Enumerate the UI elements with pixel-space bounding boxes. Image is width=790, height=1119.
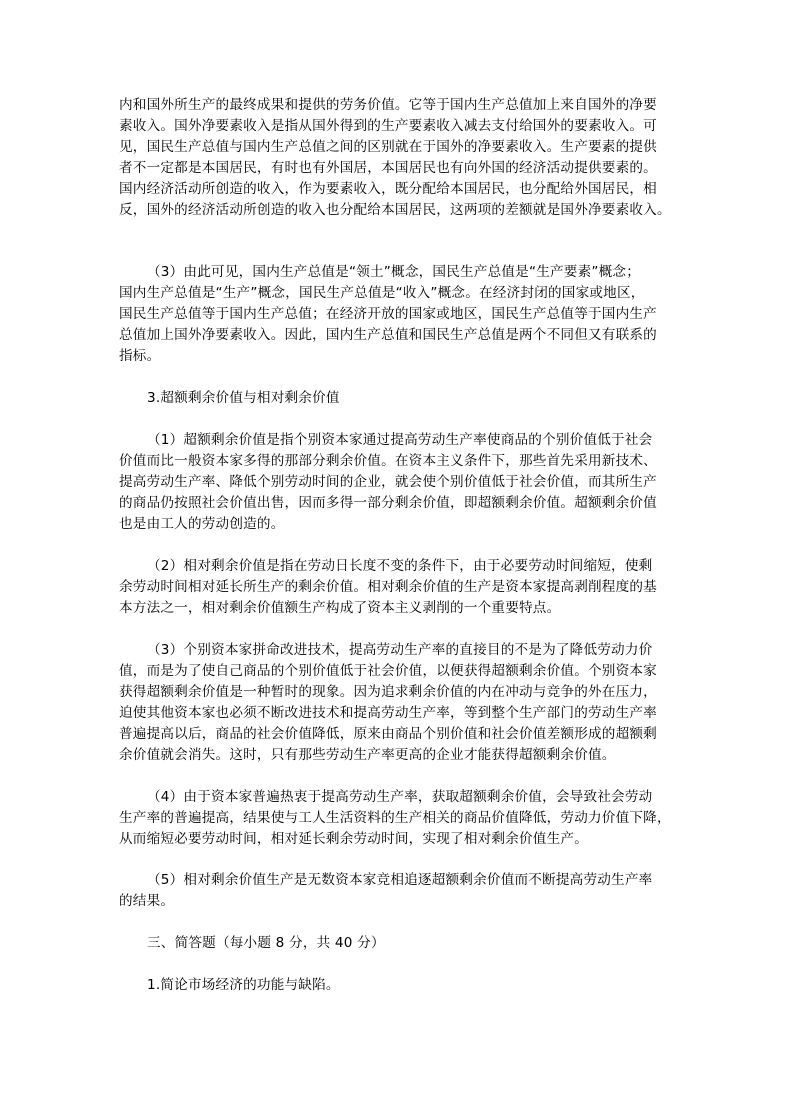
paragraph-surplus-point-3 xyxy=(119,640,699,766)
paragraph-section-3-heading xyxy=(119,933,699,954)
text-line: 提高劳动生产率、降低个别劳动时间的企业，就会使个别价值低于社会价值，而其所生产 xyxy=(119,474,657,490)
text-line: 迫使其他资本家也必须不断改进技术和提高劳动生产率，等到整个生产部门的劳动生产率 xyxy=(119,705,657,721)
paragraph-surplus-point-1 xyxy=(119,430,699,535)
text-line: （3）个别资本家拼命改进技术，提高劳动生产率的直接目的不是为了降低劳动力价 xyxy=(147,642,653,658)
text-line: （3）由此可见，国内生产总值是“领土”概念，国民生产总值是“生产要素”概念； xyxy=(147,264,641,280)
text-line: （2）相对剩余价值是指在劳动日长度不变的条件下，由于必要劳动时间缩短，使剩 xyxy=(147,558,653,574)
text-line: 普遍提高以后，商品的社会价值降低，原来由商品个别价值和社会价值差额形成的超额剩 xyxy=(119,726,657,742)
text-line: 3.超额剩余价值与相对剩余价值 xyxy=(147,390,340,406)
text-line: 三、简答题（每小题 8 分，共 40 分） xyxy=(147,935,385,951)
text-line: 的商品仍按照社会价值出售，因而多得一部分剩余价值，即超额剩余价值。超额剩余价值 xyxy=(119,495,657,511)
text-line: 见，国民生产总值与国内生产总值之间的区别就在于国外的净要素收入。生产要素的提供 xyxy=(119,139,657,155)
text-line: 的结果。 xyxy=(119,893,175,909)
paragraph-question-1 xyxy=(119,975,699,996)
text-line: （4）由于资本家普遍热衷于提高劳动生产率，获取超额剩余价值，会导致社会劳动 xyxy=(147,789,653,805)
text-line: 本方法之一，相对剩余价值额生产构成了资本主义剥削的一个重要特点。 xyxy=(119,600,561,616)
text-line: 国内经济活动所创造的收入，作为要素收入，既分配给本国居民，也分配给外国居民，相 xyxy=(119,181,657,197)
text-line: （5）相对剩余价值生产是无数资本家竞相追逐超额剩余价值而不断提高劳动生产率 xyxy=(147,872,653,888)
text-line: 生产率的普遍提高，结果使与工人生活资料的生产相关的商品价值降低，劳动力价值下降， xyxy=(119,810,671,826)
text-line: 值，而是为了使自己商品的个别价值低于社会价值，以便获得超额剩余价值。个别资本家 xyxy=(119,663,657,679)
text-line: 国内生产总值是“生产”概念，国民生产总值是“收入”概念。在经济封闭的国家或地区， xyxy=(119,285,645,301)
text-line: 余价值就会消失。这时，只有那些劳动生产率更高的企业才能获得超额剩余价值。 xyxy=(119,747,616,763)
text-line: 1.简论市场经济的功能与缺陷。 xyxy=(147,977,340,993)
paragraph-heading-3 xyxy=(119,388,699,409)
text-line: 也是由工人的劳动创造的。 xyxy=(119,516,285,532)
text-line: 价值而比一般资本家多得的那部分剩余价值。在资本主义条件下，那些首先采用新技术、 xyxy=(119,453,657,469)
text-line: 从而缩短必要劳动时间，相对延长剩余劳动时间，实现了相对剩余价值生产。 xyxy=(119,831,588,847)
text-line: 者不一定都是本国居民，有时也有外国居，本国居民也有向外国的经济活动提供要素的。 xyxy=(119,160,657,176)
paragraph-surplus-point-5 xyxy=(119,870,699,912)
text-line: （1）超额剩余价值是指个别资本家通过提高劳动生产率使商品的个别价值低于社会 xyxy=(147,432,653,448)
text-line: 指标。 xyxy=(119,348,161,364)
paragraph-surplus-point-2 xyxy=(119,556,699,619)
paragraph-surplus-point-4 xyxy=(119,787,699,850)
text-line: 内和国外所生产的最终成果和提供的劳务价值。它等于国内生产总值加上来自国外的净要 xyxy=(119,97,657,113)
text-line: 素收入。国外净要素收入是指从国外得到的生产要素收入减去支付给国外的要素收入。可 xyxy=(119,118,657,134)
text-line: 国民生产总值等于国内生产总值；在经济开放的国家或地区，国民生产总值等于国内生产 xyxy=(119,306,657,322)
text-line: 反，国外的经济活动所创造的收入也分配给本国居民，这两项的差额就是国外净要素收入。 xyxy=(119,202,671,218)
paragraph-gnp-definition-continued xyxy=(119,95,699,221)
paragraph-gdp-gnp-point-3 xyxy=(119,262,699,367)
text-line: 总值加上国外净要素收入。因此，国内生产总值和国民生产总值是两个不同但又有联系的 xyxy=(119,327,657,343)
text-line: 余劳动时间相对延长所生产的剩余价值。相对剩余价值的生产是资本家提高剥削程度的基 xyxy=(119,579,657,595)
text-line: 获得超额剩余价值是一种暂时的现象。因为追求剩余价值的内在冲动与竞争的外在压力， xyxy=(119,684,657,700)
